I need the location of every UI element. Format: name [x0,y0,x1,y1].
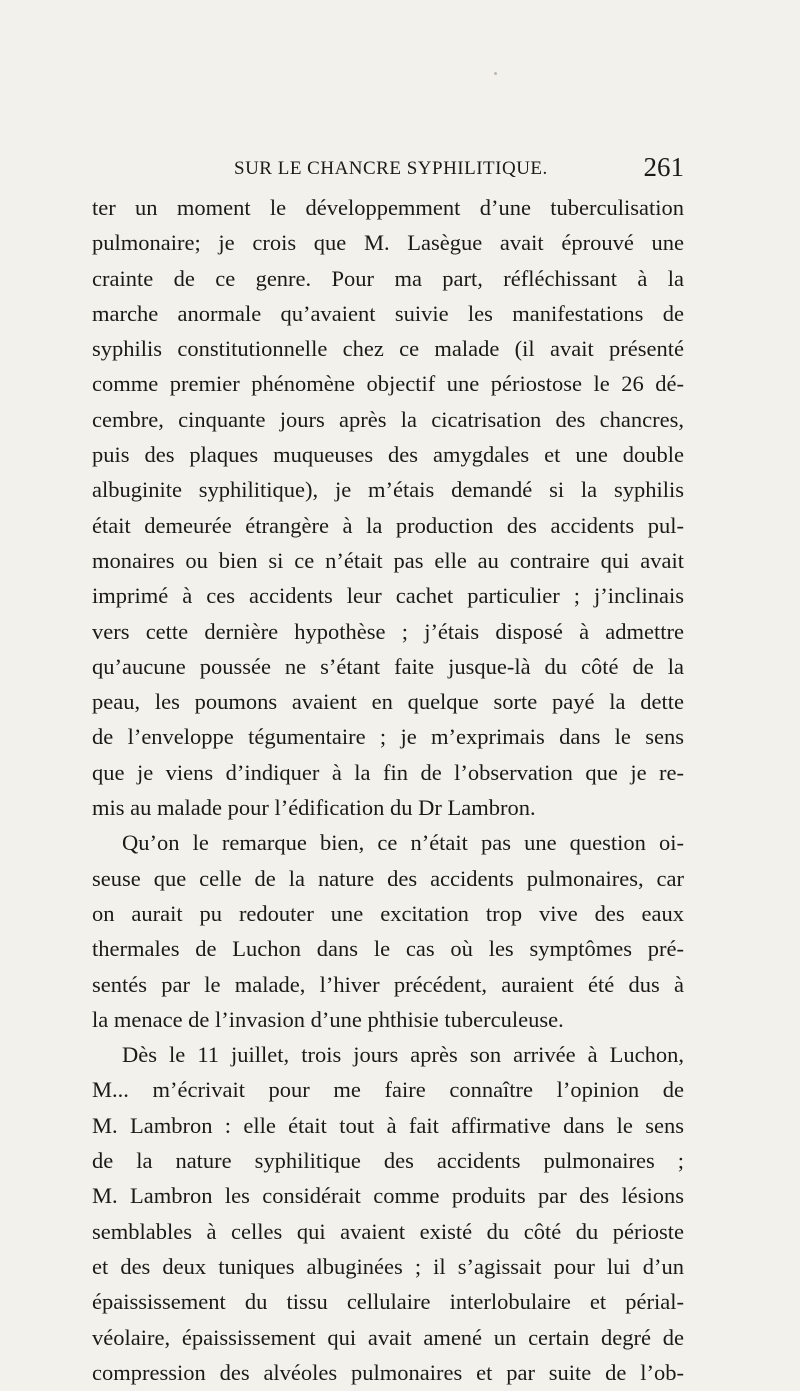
text-line: pulmonaire; je crois que M. Lasègue avait éprouvé une [92,230,684,256]
paragraph-end-line: mis au malade pour l’édification du Dr Lambron. [92,795,536,821]
text-line: de l’enveloppe tégumentaire ; je m’exprimais dans le sens [92,724,684,750]
text-line: vers cette dernière hypothèse ; j’étais disposé à admettre [92,618,684,644]
body-text [92,190,684,1390]
text-line: peau, les poumons avaient en quelque sorte payé la dette [92,689,684,715]
text-line: de la nature syphilitique des accidents pulmonaires ; [92,1148,684,1174]
text-line: qu’aucune poussée ne s’étant faite jusque-là du côté de la [92,653,684,679]
text-line: ter un moment le développemment d’une tuberculisation [92,195,684,220]
text-line: M. Lambron les considérait comme produits par des lésions [92,1183,684,1209]
text-line: était demeurée étrangère à la production des accidents pul- [92,512,684,538]
text-line: que je viens d’indiquer à la fin de l’observation que je re- [92,759,684,785]
text-line: on aurait pu redouter une excitation trop vive des eaux [92,900,684,926]
page-number: 261 [643,152,684,182]
running-head: SUR LE CHANCRE SYPHILITIQUE. [234,158,548,179]
paragraph-end-line: la menace de l’invasion d’une phthisie tuberculeuse. [92,1006,564,1032]
text-line: M. Lambron : elle était tout à fait affirmative dans le sens [92,1112,684,1138]
text-line: comme premier phénomène objectif une périostose le 26 dé- [92,371,684,397]
text-line: marche anormale qu’avaient suivie les manifestations de [92,300,684,326]
text-line: syphilis constitutionnelle chez ce malade (il avait présenté [92,336,684,362]
text-line: seuse que celle de la nature des accidents pulmonaires, car [92,865,684,891]
text-line: puis des plaques muqueuses des amygdales et une double [92,442,684,468]
text-line: monaires ou bien si ce n’était pas elle au contraire qui avait [92,547,684,573]
text-line: cembre, cinquante jours après la cicatrisation des chancres, [92,406,684,432]
text-line: épaississement du tissu cellulaire interlobulaire et périal- [92,1289,684,1315]
page-header [92,152,684,186]
paragraph-start-line: Qu’on le remarque bien, ce n’était pas une question oi- [122,830,684,856]
text-line: imprimé à ces accidents leur cachet particulier ; j’inclinais [92,583,684,609]
text-line: semblables à celles qui avaient existé du côté du périoste [92,1218,684,1244]
text-line: et des deux tuniques albuginées ; il s’agissait pour lui d’un [92,1253,684,1279]
text-line: crainte de ce genre. Pour ma part, réfléchissant à la [92,265,684,291]
text-line: M... m’écrivait pour me faire connaître l’opinion de [92,1077,684,1103]
text-line: véolaire, épaississement qui avait amené un certain degré de [92,1324,684,1350]
text-line: thermales de Luchon dans le cas où les symptômes pré- [92,936,684,962]
text-line: albuginite syphilitique), je m’étais demandé si la syphilis [92,477,684,503]
paragraph-start-line: Dès le 11 juillet, trois jours après son arrivée à Luchon, [122,1042,684,1068]
paper-speck [494,72,497,75]
text-line: compression des alvéoles pulmonaires et par suite de l’ob- [92,1359,684,1385]
text-line: sentés par le malade, l’hiver précédent, auraient été dus à [92,971,684,997]
